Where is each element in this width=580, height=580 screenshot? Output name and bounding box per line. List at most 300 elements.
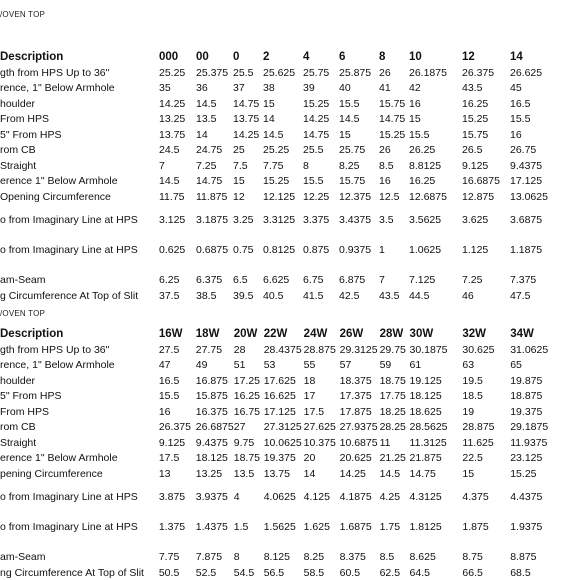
measurement-value: 6.25 (159, 274, 180, 287)
measurement-value: 18.75 (379, 374, 406, 387)
measurement-value: 25.75 (339, 144, 366, 157)
table-row (0, 482, 580, 512)
measurement-value: 1.0625 (409, 243, 442, 256)
measurement-value: 15.75 (379, 97, 406, 110)
measurement-value: 0.625 (159, 243, 186, 256)
measurement-value: 29.1875 (510, 421, 549, 434)
measurement-value: 0.875 (303, 243, 330, 256)
measurement-value: 11.625 (462, 436, 494, 449)
measurement-label: o from Imaginary Line at HPS (0, 243, 138, 256)
measurement-value: 14.5 (263, 128, 284, 141)
column-header-size: 12 (462, 51, 475, 63)
measurement-label: rom CB (0, 421, 36, 434)
measurement-value: 13.0625 (510, 190, 548, 203)
column-header-size: 28W (379, 328, 404, 340)
measurement-value: 26 (379, 144, 391, 157)
measurement-value: 15 (462, 467, 475, 480)
measurement-value: 43.5 (462, 82, 483, 95)
measurement-value: 8.375 (339, 551, 366, 564)
measurement-label: ng Circumference At Top of Slit (0, 566, 144, 579)
measurement-value: 7.375 (510, 274, 537, 287)
measurement-value: 8.125 (263, 551, 290, 564)
measurement-label: Opening Circumference (0, 190, 111, 203)
measurement-value: 7 (159, 159, 165, 172)
measurement-label: Straight (0, 436, 37, 449)
measurement-value: 15.5 (409, 128, 430, 141)
measurement-value: 15.5 (339, 97, 360, 110)
measurement-label: o from Imaginary Line at HPS (0, 490, 138, 503)
table-row (0, 96, 580, 112)
column-header-size: 6 (339, 51, 346, 63)
table-row (0, 373, 580, 389)
measurement-value: 18.75 (233, 452, 261, 465)
measurement-label: Straight (0, 159, 37, 172)
measurement-value: 19.375 (263, 452, 296, 465)
measurement-value: 0.9375 (339, 243, 372, 256)
measurement-value: 28 (233, 343, 246, 356)
column-header-size: 20W (233, 328, 258, 340)
table-header (0, 326, 580, 342)
measurement-value: 10.0625 (263, 436, 302, 449)
measurement-value: 17.875 (339, 405, 372, 418)
measurement-value: 19.875 (510, 374, 543, 387)
measurement-label: rence, 1" Below Armhole (0, 359, 115, 372)
measurement-value: 8.5 (379, 159, 394, 172)
measurement-value: 1.375 (158, 520, 186, 533)
measurement-value: 16 (510, 128, 522, 141)
measurement-value: 26.6875 (195, 421, 234, 434)
measurement-value: 14.5 (379, 467, 401, 480)
measurement-value: 14.5 (339, 113, 360, 126)
measurement-label: 5" From HPS (0, 390, 62, 403)
measurement-value: 8.625 (409, 551, 436, 564)
measurement-value: 14.75 (233, 97, 260, 110)
measurement-value: 37 (233, 82, 245, 95)
size-spec-table-plus (0, 326, 580, 580)
measurement-value: 16 (379, 175, 391, 188)
measurement-value: 12.875 (462, 190, 495, 203)
measurement-value: 26.1875 (409, 66, 447, 79)
measurement-value: 45 (510, 82, 522, 95)
measurement-value: 8.8125 (409, 159, 442, 172)
measurement-label: pening Circumference (0, 467, 103, 480)
measurement-value: 61 (409, 359, 422, 372)
column-header-size: 2 (263, 51, 270, 63)
measurement-value: 19.125 (409, 374, 442, 387)
table-row (0, 550, 580, 566)
measurement-value: 3.25 (233, 213, 254, 226)
measurement-value: 16.5 (158, 374, 180, 387)
measurement-label: rence, 1" Below Armhole (0, 82, 115, 95)
table-row (0, 466, 580, 482)
column-header-size: 30W (409, 328, 434, 340)
measurement-value: 30.625 (462, 343, 495, 356)
measurement-value: 58.5 (303, 566, 325, 579)
measurement-value: 64.5 (409, 566, 430, 579)
measurement-value: 38.5 (196, 289, 217, 302)
measurement-value: 16.5 (510, 97, 531, 110)
measurement-value: 13.25 (195, 467, 223, 480)
column-header-size: 14 (510, 51, 523, 63)
measurement-value: 47 (158, 359, 171, 372)
table-row (0, 435, 580, 451)
measurement-value: 49 (195, 359, 208, 372)
column-header-size: 32W (462, 328, 487, 340)
measurement-value: 11.9375 (510, 436, 548, 449)
measurement-value: 42.5 (339, 289, 360, 302)
measurement-value: 21.875 (409, 452, 442, 465)
column-header-size: 4 (303, 51, 310, 63)
measurement-value: 7.5 (233, 159, 248, 172)
measurement-label: o from Imaginary Line at HPS (0, 213, 138, 226)
table-row (0, 143, 580, 159)
measurement-value: 55 (303, 359, 316, 372)
measurement-label: o from Imaginary Line at HPS (0, 520, 138, 533)
measurement-value: 36 (196, 82, 208, 95)
measurement-value: 25.625 (263, 66, 296, 79)
measurement-value: 6.375 (196, 274, 223, 287)
measurement-value: 41 (379, 82, 391, 95)
measurement-value: 17.625 (263, 374, 296, 387)
table-row (0, 342, 580, 358)
measurement-value: 14.75 (303, 128, 330, 141)
measurement-value: 1.6875 (339, 520, 372, 533)
measurement-value: 6.5 (233, 274, 248, 287)
measurement-value: 8.25 (339, 159, 360, 172)
measurement-value: 29.3125 (339, 343, 378, 356)
table-row (0, 81, 580, 97)
measurement-value: 18 (303, 374, 316, 387)
measurement-value: 10.6875 (339, 436, 378, 449)
measurement-value: 7.75 (263, 159, 284, 172)
table-row (0, 189, 580, 205)
measurement-value: 4.125 (303, 490, 330, 503)
measurement-value: 14.75 (379, 113, 406, 126)
measurement-value: 41.5 (303, 289, 324, 302)
measurement-value: 15.25 (379, 128, 406, 141)
measurement-value: 15 (233, 175, 245, 188)
measurement-value: 51 (233, 359, 246, 372)
measurement-value: 30.1875 (409, 343, 448, 356)
column-header-size: 18W (195, 328, 220, 340)
measurement-value: 27.3125 (263, 421, 302, 434)
measurement-label: houlder (0, 97, 36, 110)
measurement-value: 8.5 (379, 551, 395, 564)
measurement-value: 16.25 (462, 97, 489, 110)
measurement-value: 59 (379, 359, 392, 372)
row-spacer-cell (0, 542, 580, 550)
measurement-value: 57 (339, 359, 352, 372)
measurement-value: 18.5 (462, 390, 483, 403)
measurement-value: 25 (233, 144, 245, 157)
measurement-value: 8 (303, 159, 309, 172)
measurement-value: 9.75 (233, 436, 255, 449)
measurement-value: 20.625 (339, 452, 372, 465)
row-spacer (0, 265, 580, 273)
measurement-value: 12 (233, 190, 245, 203)
measurement-value: 39 (303, 82, 315, 95)
table-row (0, 158, 580, 174)
measurement-label: gth from HPS Up to 36" (0, 66, 110, 79)
measurement-value: 4.4375 (510, 490, 543, 503)
measurement-value: 28.5625 (409, 421, 448, 434)
measurement-value: 37.5 (159, 289, 180, 302)
measurement-label: From HPS (0, 113, 50, 126)
measurement-value: 14.75 (196, 175, 223, 188)
table-row (0, 404, 580, 420)
measurement-value: 4.1875 (339, 490, 372, 503)
measurement-value: 26.375 (462, 66, 495, 79)
row-spacer (0, 542, 580, 550)
measurement-value: 7 (379, 274, 385, 287)
measurement-value: 29.75 (379, 343, 406, 356)
measurement-value: 4.0625 (263, 490, 296, 503)
measurement-value: 15.875 (195, 390, 228, 403)
table-body (0, 65, 580, 304)
measurement-value: 1.625 (303, 520, 330, 533)
measurement-label: gth from HPS Up to 36" (0, 343, 110, 356)
measurement-value: 3.5625 (409, 213, 442, 226)
table-row (0, 420, 580, 436)
measurement-value: 1 (379, 243, 385, 256)
measurement-value: 26.75 (510, 144, 537, 157)
measurement-value: 17.125 (263, 405, 296, 418)
measurement-value: 26.25 (409, 144, 436, 157)
table-row (0, 451, 580, 467)
table-row (0, 127, 580, 143)
measurement-value: 38 (263, 82, 275, 95)
measurement-value: 6.625 (263, 274, 290, 287)
measurement-value: 3.875 (158, 490, 186, 503)
row-spacer-cell (0, 265, 580, 273)
measurement-value: 25.25 (159, 66, 186, 79)
measurement-value: 18.125 (409, 390, 442, 403)
column-header-size: 000 (159, 51, 179, 63)
column-header-size: 16W (158, 328, 183, 340)
measurement-value: 0.6875 (196, 243, 229, 256)
measurement-value: 14.25 (159, 97, 186, 110)
column-header-description: Description (0, 51, 64, 63)
measurement-value: 11.3125 (409, 436, 447, 449)
measurement-value: 14.75 (409, 467, 436, 480)
measurement-value: 25.75 (303, 66, 330, 79)
measurement-value: 12.375 (339, 190, 372, 203)
measurement-value: 13.5 (196, 113, 217, 126)
column-header-description: Description (0, 328, 64, 340)
measurement-value: 27.75 (195, 343, 223, 356)
column-header-size: 26W (339, 328, 364, 340)
measurement-value: 16.75 (233, 405, 261, 418)
measurement-value: 40.5 (263, 289, 284, 302)
measurement-value: 62.5 (379, 566, 401, 579)
measurement-value: 28.4375 (263, 343, 302, 356)
measurement-value: 14 (196, 128, 208, 141)
measurement-value: 19.5 (462, 374, 483, 387)
measurement-value: 13.5 (233, 467, 255, 480)
measurement-value: 18.375 (339, 374, 372, 387)
measurement-value: 4 (233, 490, 240, 503)
measurement-value: 8 (233, 551, 240, 564)
measurement-value: 47.5 (510, 289, 531, 302)
measurement-value: 3.125 (159, 213, 186, 226)
measurement-value: 6.75 (303, 274, 324, 287)
measurement-value: 1.5625 (263, 520, 296, 533)
measurement-value: 7.75 (158, 551, 180, 564)
table-row (0, 112, 580, 128)
measurement-value: 16.6875 (462, 175, 500, 188)
table-row (0, 273, 580, 289)
measurement-value: 3.1875 (196, 213, 229, 226)
measurement-value: 15 (263, 97, 275, 110)
measurement-value: 11.75 (159, 190, 185, 203)
measurement-value: 3.375 (303, 213, 330, 226)
measurement-value: 23.125 (510, 452, 543, 465)
measurement-value: 8.875 (510, 551, 537, 564)
measurement-value: 9.4375 (195, 436, 228, 449)
measurement-value: 12.25 (303, 190, 330, 203)
measurement-value: 1.1875 (510, 243, 543, 256)
measurement-value: 35 (159, 82, 171, 95)
measurement-value: 15 (409, 113, 421, 126)
measurement-value: 20 (303, 452, 316, 465)
measurement-value: 25.5 (233, 66, 254, 79)
measurement-value: 15.5 (510, 113, 531, 126)
measurement-value: 14.5 (196, 97, 217, 110)
measurement-value: 1.8125 (409, 520, 442, 533)
table-row (0, 205, 580, 235)
measurement-value: 7.875 (195, 551, 223, 564)
measurement-value: 28.25 (379, 421, 406, 434)
measurement-value: 25.25 (263, 144, 290, 157)
measurement-value: 14.25 (303, 113, 330, 126)
measurement-value: 60.5 (339, 566, 361, 579)
column-header-size: 24W (303, 328, 328, 340)
measurement-value: 25.5 (303, 144, 324, 157)
measurement-value: 14.25 (233, 128, 260, 141)
table-row (0, 235, 580, 265)
measurement-value: 66.5 (462, 566, 483, 579)
measurement-value: 14.25 (339, 467, 366, 480)
measurement-value: 16.625 (263, 390, 296, 403)
header-row (0, 326, 580, 342)
measurement-value: 9.4375 (510, 159, 543, 172)
table-header (0, 49, 580, 65)
measurement-value: 14 (303, 467, 316, 480)
column-header-size: 00 (196, 51, 209, 63)
measurement-value: 24.5 (159, 144, 180, 157)
size-spec-table-regular (0, 49, 580, 304)
measurement-value: 26 (379, 66, 391, 79)
measurement-value: 3.3125 (263, 213, 296, 226)
measurement-value: 13.25 (159, 113, 186, 126)
measurement-value: 68.5 (510, 566, 531, 579)
measurement-value: 27.9375 (339, 421, 378, 434)
measurement-value: 15.75 (339, 175, 366, 188)
section-title: /OVEN TOP (0, 309, 46, 318)
measurement-value: 11 (379, 436, 391, 449)
measurement-value: 1.75 (379, 520, 401, 533)
measurement-value: 0.8125 (263, 243, 296, 256)
measurement-value: 42 (409, 82, 421, 95)
measurement-value: 1.125 (462, 243, 489, 256)
measurement-value: 4.3125 (409, 490, 442, 503)
measurement-value: 9.125 (462, 159, 489, 172)
measurement-value: 16.875 (195, 374, 228, 387)
measurement-value: 39.5 (233, 289, 254, 302)
measurement-value: 8.75 (462, 551, 483, 564)
measurement-value: 14.5 (159, 175, 180, 188)
measurement-value: 17.75 (379, 390, 406, 403)
measurement-value: 12.125 (263, 190, 296, 203)
table-row (0, 288, 580, 304)
measurement-value: 16.25 (233, 390, 261, 403)
measurement-value: 21.25 (379, 452, 406, 465)
measurement-value: 10.375 (303, 436, 336, 449)
measurement-value: 17.5 (303, 405, 325, 418)
measurement-value: 27.625 (303, 421, 336, 434)
measurement-label: am-Seam (0, 274, 46, 287)
measurement-value: 27 (233, 421, 246, 434)
measurement-value: 63 (462, 359, 475, 372)
measurement-value: 28.875 (303, 343, 336, 356)
column-header-size: 10 (409, 51, 422, 63)
measurement-value: 13 (158, 467, 171, 480)
measurement-value: 15.25 (510, 467, 537, 480)
table-row (0, 174, 580, 190)
measurement-value: 7.125 (409, 274, 436, 287)
measurement-value: 13.75 (159, 128, 186, 141)
measurement-value: 15.5 (158, 390, 180, 403)
measurement-value: 28.875 (462, 421, 495, 434)
measurement-value: 14 (263, 113, 275, 126)
measurement-value: 27.5 (158, 343, 180, 356)
measurement-value: 16.375 (195, 405, 228, 418)
measurement-value: 24.75 (196, 144, 223, 157)
measurement-value: 17.125 (510, 175, 543, 188)
measurement-value: 50.5 (158, 566, 180, 579)
header-row (0, 49, 580, 65)
measurement-value: 25.375 (196, 66, 229, 79)
column-header-size: 0 (233, 51, 240, 63)
measurement-value: 31.0625 (510, 343, 549, 356)
column-header-size: 22W (263, 328, 288, 340)
measurement-value: 22.5 (462, 452, 483, 465)
measurement-value: 3.625 (462, 213, 489, 226)
measurement-value: 17.375 (339, 390, 372, 403)
measurement-value: 26.375 (158, 421, 191, 434)
measurement-value: 18.125 (195, 452, 228, 465)
measurement-value: 1.4375 (195, 520, 228, 533)
table-body (0, 342, 580, 580)
measurement-value: 1.875 (462, 520, 489, 533)
measurement-value: 4.25 (379, 490, 401, 503)
measurement-value: 18.625 (409, 405, 442, 418)
measurement-value: 46 (462, 289, 474, 302)
measurement-label: g Circumference At Top of Slit (0, 289, 139, 302)
measurement-label: erence 1" Below Armhole (0, 175, 118, 188)
column-header-size: 8 (379, 51, 386, 63)
measurement-value: 16 (409, 97, 421, 110)
measurement-value: 4.375 (462, 490, 489, 503)
measurement-value: 1.9375 (510, 520, 543, 533)
measurement-value: 18.25 (379, 405, 406, 418)
measurement-value: 17.25 (233, 374, 261, 387)
section-title: /OVEN TOP (0, 10, 46, 19)
measurement-value: 11.875 (196, 190, 228, 203)
measurement-value: 16 (158, 405, 171, 418)
measurement-value: 26.625 (510, 66, 543, 79)
measurement-value: 18.875 (510, 390, 543, 403)
